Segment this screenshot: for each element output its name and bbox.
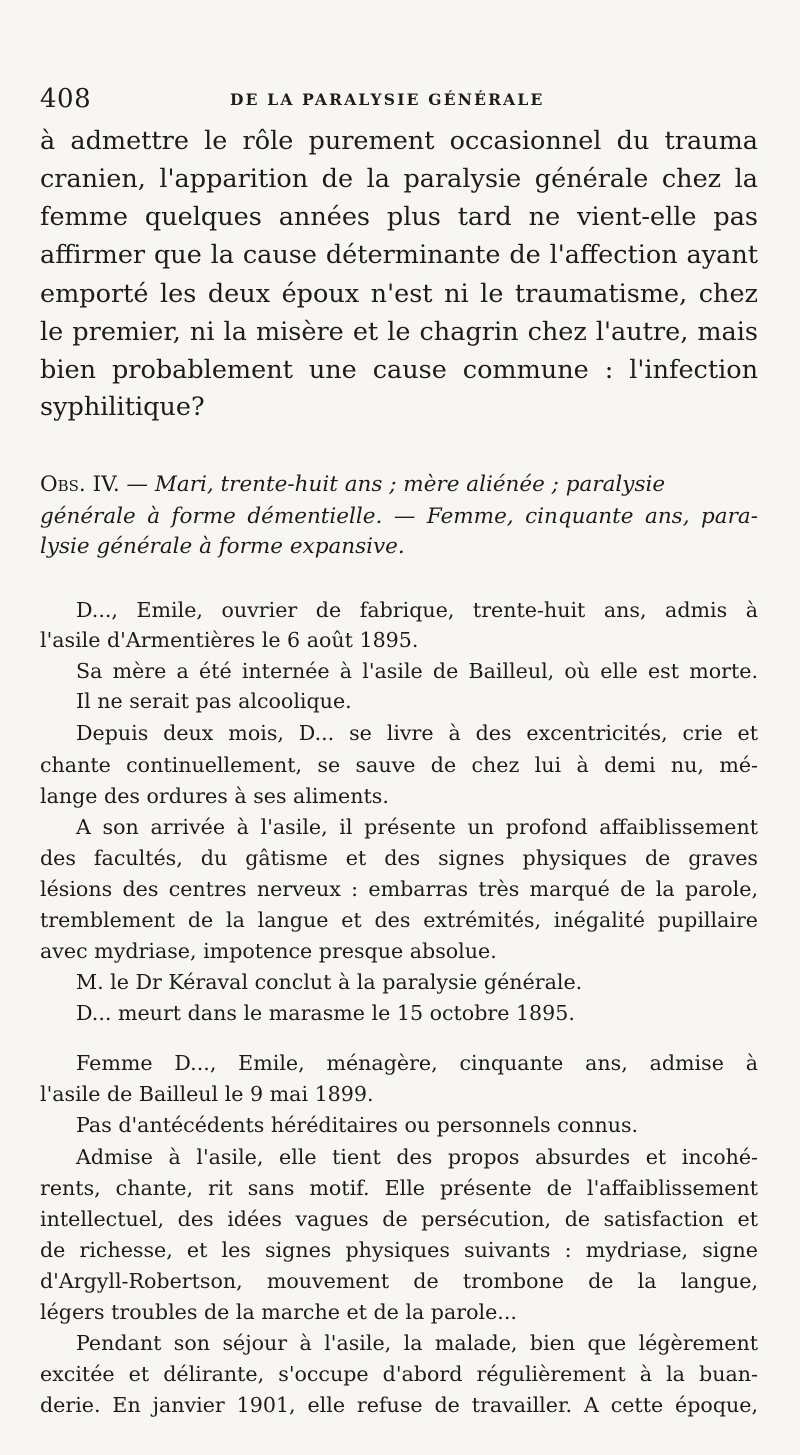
text-line: Admise à l'asile, elle tient des propos absurdes et incohé- [76,1145,758,1169]
text-line: des facultés, du gâtisme et des signes physiques de graves [40,846,758,870]
observation-title: — Mari, trente-huit ans ; mère aliénée ; paralysie [126,472,666,497]
text-line: femme quelques années plus tard ne vient-elle pas [40,202,758,232]
text-line: affirmer que la cause déterminante de l'affection ayant [40,240,758,270]
text-line: intellectuel, des idées vagues de persécution, de satisfaction et [40,1207,758,1231]
text-line: l'asile d'Armentières le 6 août 1895. [40,628,419,652]
text-line: avec mydriase, impotence presque absolue. [40,939,497,963]
text-line: cranien, l'apparition de la paralysie générale chez la [40,164,758,194]
text-line: le premier, ni la misère et le chagrin chez l'autre, mais [40,317,758,347]
text-line: Il ne serait pas alcoolique. [76,689,352,713]
text-line: tremblement de la langue et des extrémités, inégalité pupillaire [40,908,758,932]
text-line: excitée et délirante, s'occupe d'abord régulièrement à la buan- [40,1362,758,1386]
text-line: D..., Emile, ouvrier de fabrique, trente-huit ans, admis à [76,598,758,622]
text-line: légers troubles de la marche et de la parole... [40,1300,517,1324]
text-line: bien probablement une cause commune : l'infection [40,355,758,385]
text-line: de richesse, et les signes physiques suivants : mydriase, signe [40,1238,758,1262]
text-line: syphilitique? [40,392,205,422]
text-line: Pas d'antécédents héréditaires ou personnels connus. [76,1113,639,1137]
text-line: A son arrivée à l'asile, il présente un profond affaiblissement [76,815,758,839]
page-number: 408 [40,84,92,114]
text-line: derie. En janvier 1901, elle refuse de travailler. A cette époque, [40,1393,758,1417]
text-line: lange des ordures à ses aliments. [40,784,389,808]
observation-title-line: générale à forme démentielle. — Femme, cinquante ans, para- [40,504,758,529]
text-line: à admettre le rôle purement occasionnel du trauma [40,126,758,156]
observation-label: Obs. IV. [40,472,120,497]
text-line: l'asile de Bailleul le 9 mai 1899. [40,1082,374,1106]
running-title: DE LA PARALYSIE GÉNÉRALE [230,90,545,109]
observation-title-line: lysie générale à forme expansive. [40,534,405,559]
text-line: M. le Dr Kéraval conclut à la paralysie générale. [76,970,583,994]
text-line: D... meurt dans le marasme le 15 octobre 1895. [76,1001,575,1025]
text-line: Sa mère a été internée à l'asile de Bailleul, où elle est morte. [76,659,758,683]
text-line: Depuis deux mois, D... se livre à des excentricités, crie et [76,721,758,745]
text-line: emporté les deux époux n'est ni le traumatisme, chez [40,279,758,309]
text-line: rents, chante, rit sans motif. Elle présente de l'affaiblissement [40,1176,758,1200]
page-header [40,80,760,120]
observation-heading-line [40,472,758,497]
text-line: lésions des centres nerveux : embarras très marqué de la parole, [40,877,758,901]
text-line: d'Argyll-Robertson, mouvement de trombone de la langue, [40,1269,758,1293]
text-line: Femme D..., Emile, ménagère, cinquante ans, admise à [76,1051,758,1075]
text-line: Pendant son séjour à l'asile, la malade, bien que légèrement [76,1331,758,1355]
text-line: chante continuellement, se sauve de chez lui à demi nu, mé- [40,753,758,777]
